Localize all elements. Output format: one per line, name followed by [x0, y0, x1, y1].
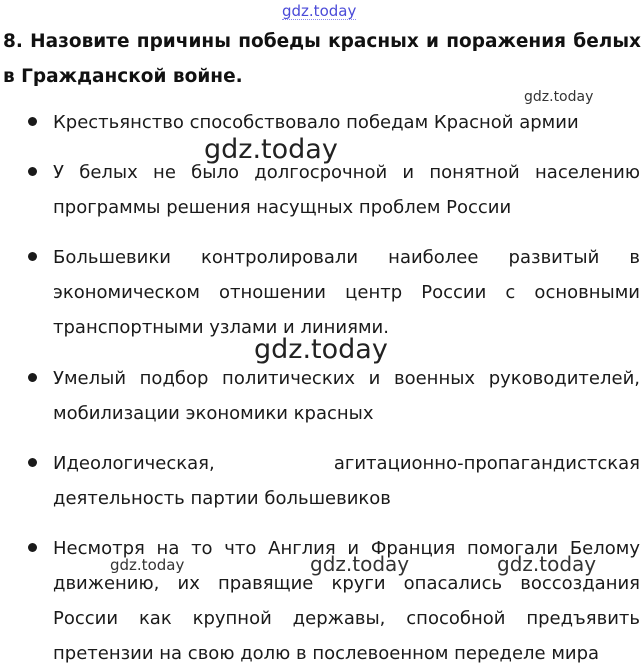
bullet-icon — [28, 458, 37, 467]
watermark-large-1: gdz.today — [204, 134, 338, 165]
question-title: 8. Назовите причины победы красных и поражения белых в Гражданской войне. — [3, 31, 641, 87]
watermark-right: gdz.today — [524, 89, 594, 105]
list-item-text: Большевики контролировали наиболее развитый в экономическом отношении центр России с основными транспортными узлами и линиями. — [53, 247, 640, 338]
watermark-top: gdz.today — [282, 2, 357, 20]
bullet-icon — [28, 167, 37, 176]
list-item-text: Идеологическая, агитационно-пропагандистская деятельность партии большевиков — [53, 453, 640, 509]
list-item-text: Умелый подбор политических и военных руководителей, мобилизации экономики красных — [53, 368, 640, 424]
bullet-icon — [28, 373, 37, 382]
watermark-bottom-2: gdz.today — [310, 552, 410, 576]
watermark-bottom-3: gdz.today — [497, 552, 597, 576]
watermark-bottom-1: gdz.today — [110, 556, 185, 574]
bullet-icon — [28, 543, 37, 552]
list-item-text: Несмотря на то что Англия и Франция помогали Белому движению, их правящие круги опасались воссоздания России как крупной державы, способной предъявить претензии на свою долю в послевоенном переделе мира — [53, 538, 640, 664]
bullet-icon — [28, 117, 37, 126]
watermark-large-2: gdz.today — [254, 334, 388, 365]
list-item-text: Крестьянство способствовало победам Красной армии — [53, 112, 579, 133]
list-item-text: У белых не было долгосрочной и понятной населению программы решения насущных проблем России — [53, 162, 640, 218]
bullet-icon — [28, 252, 37, 261]
